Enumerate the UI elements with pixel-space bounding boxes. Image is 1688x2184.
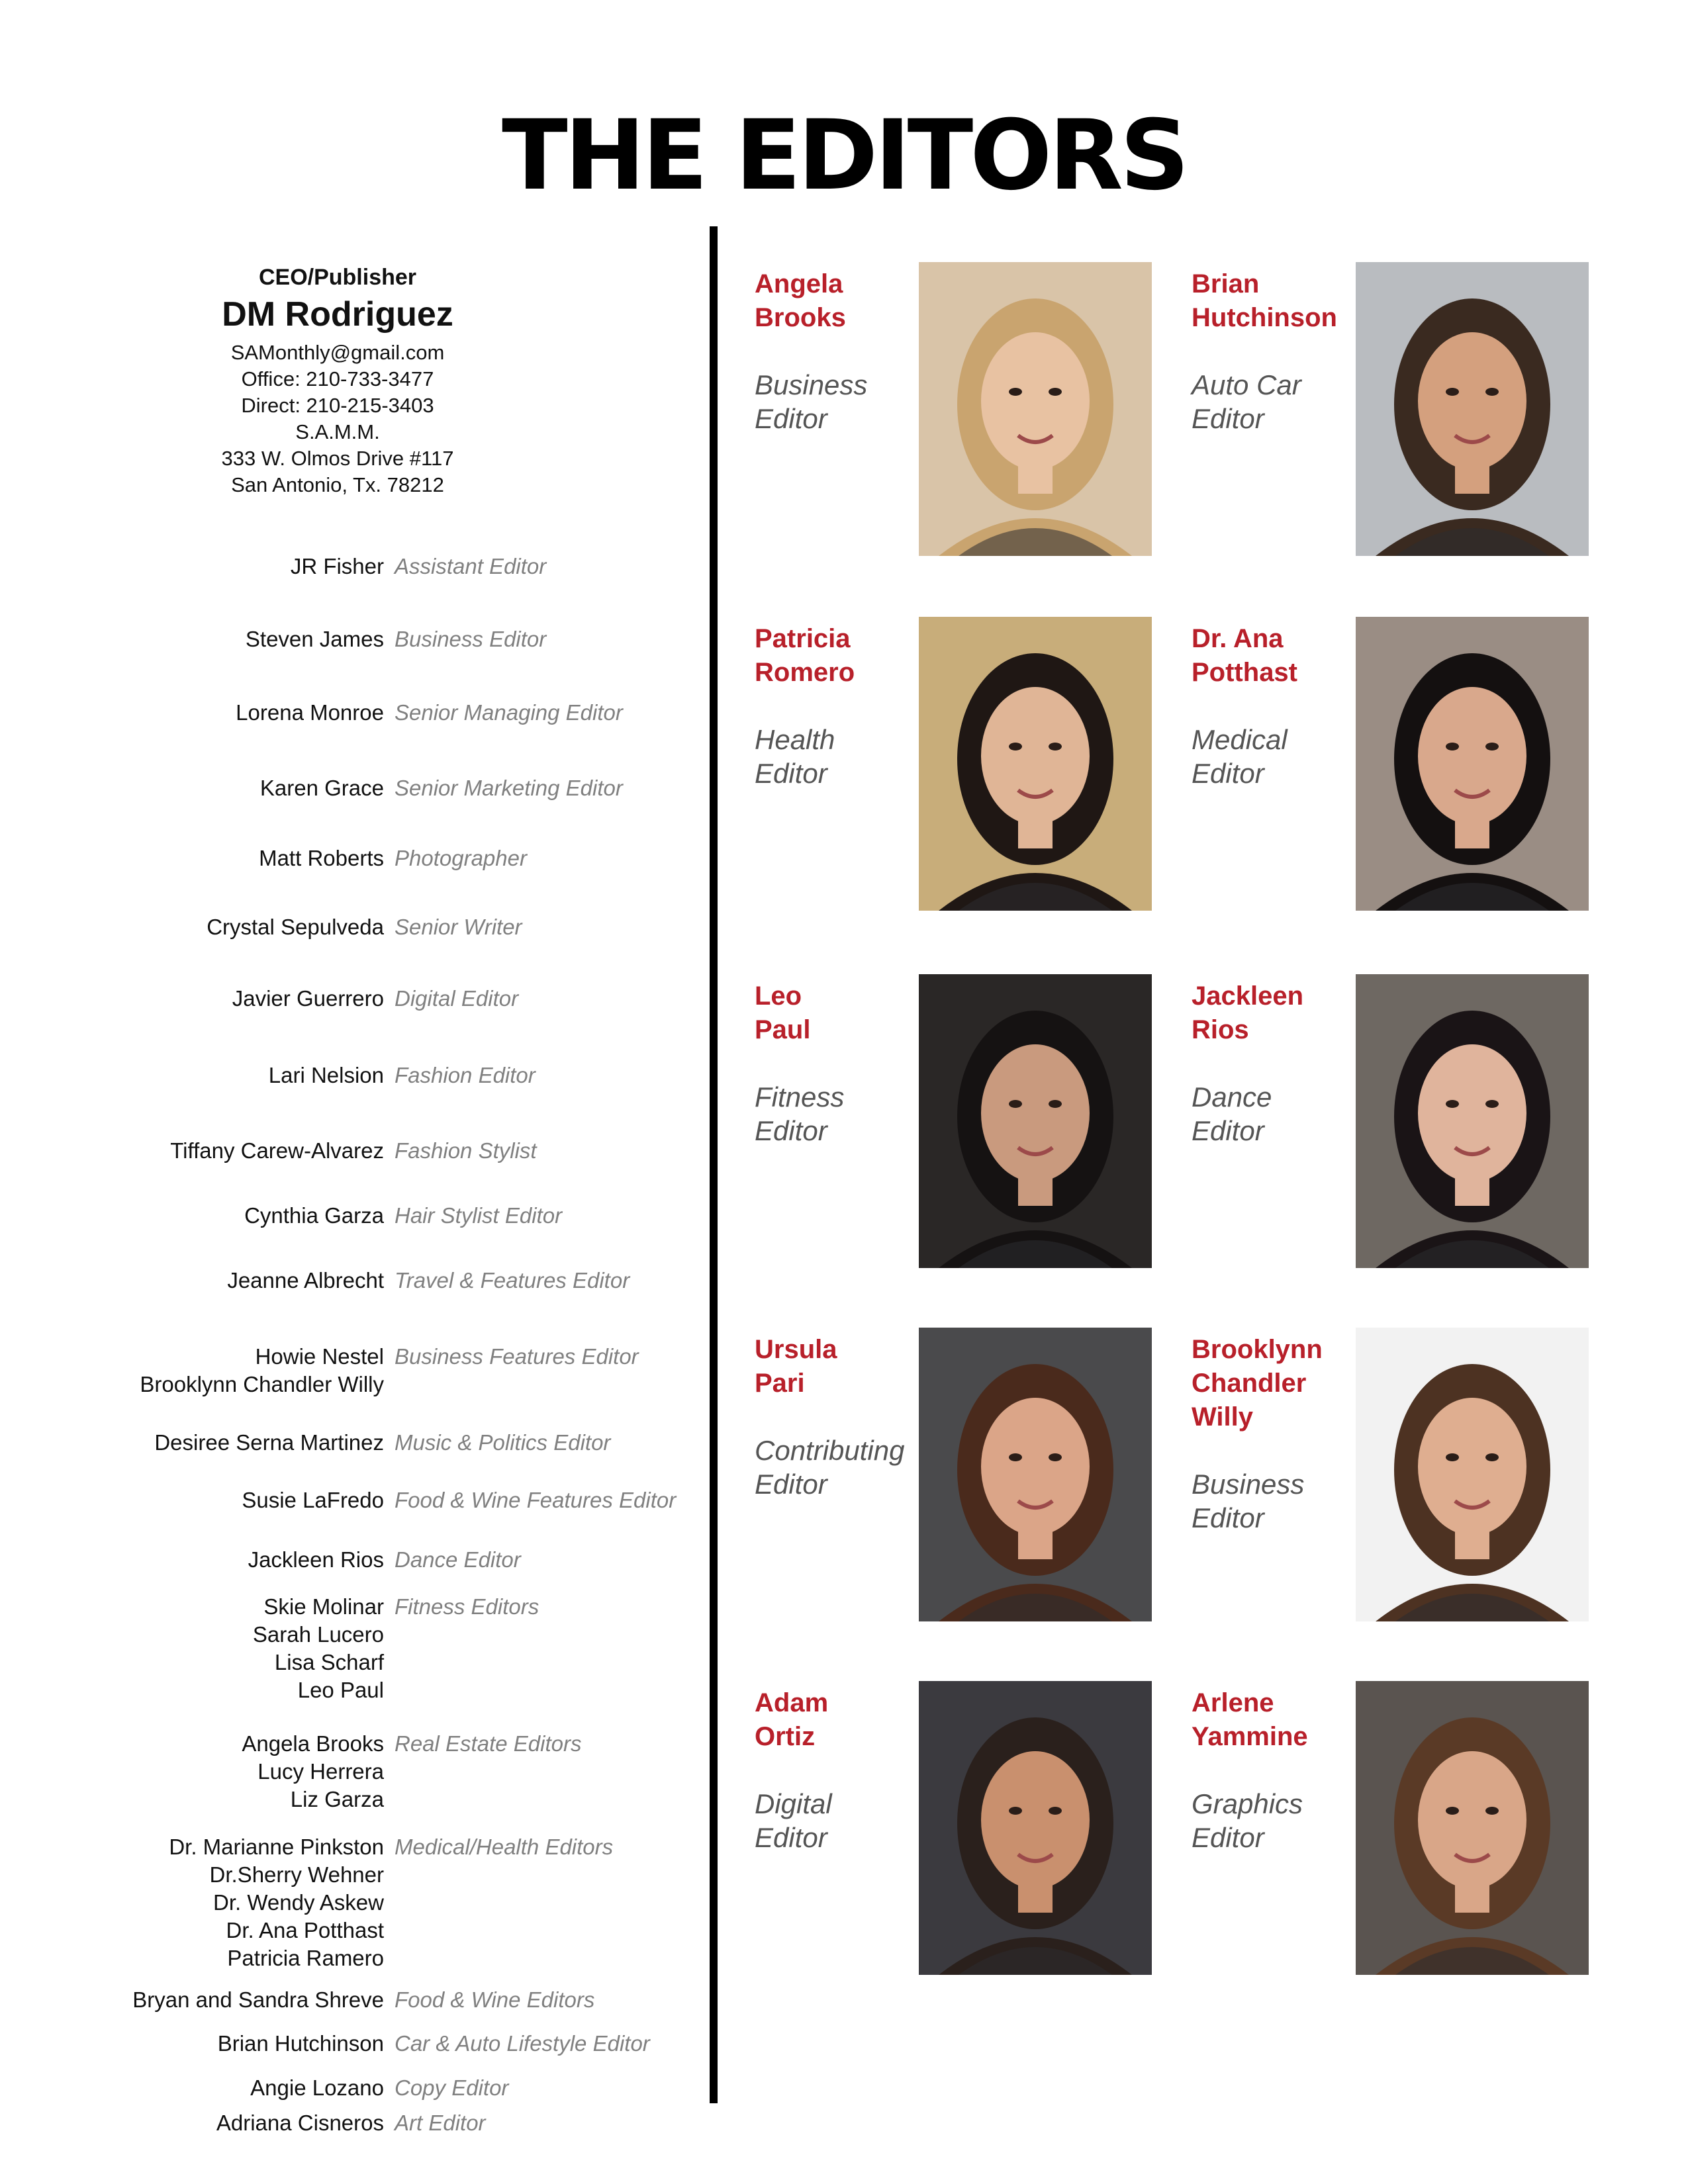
staff-names: [250, 2074, 384, 2102]
featured-editor-title-line: Contributing: [755, 1435, 905, 1466]
featured-editor-title-line: Editor: [1192, 1822, 1264, 1853]
staff-names: [140, 1343, 384, 1398]
portrait-illustration: [1356, 1681, 1589, 1975]
staff-names: [291, 553, 384, 580]
staff-role: Art Editor: [395, 2111, 486, 2135]
publisher-name: DM Rodriguez: [222, 295, 453, 334]
staff-names: [242, 1730, 384, 1813]
featured-editor-name: [1192, 622, 1357, 690]
featured-editor-title: [755, 368, 920, 435]
featured-editor-text: [1192, 979, 1357, 1148]
staff-name: Lari Nelsion: [268, 1063, 384, 1087]
featured-editor-title-line: Editor: [1192, 403, 1264, 434]
featured-editor-text: [755, 1333, 920, 1501]
featured-editor-name-line: Leo: [755, 981, 802, 1011]
featured-editor-name-line: Romero: [755, 658, 855, 687]
portrait-illustration: [1356, 617, 1589, 911]
portrait-illustration: [919, 974, 1152, 1268]
staff-name: Jeanne Albrecht: [227, 1268, 384, 1293]
staff-name: Adriana Cisneros: [216, 2111, 384, 2135]
staff-names: [242, 1486, 384, 1514]
featured-editor-title-line: Editor: [755, 1469, 827, 1500]
staff-row: [66, 2030, 702, 2059]
staff-name: Matt Roberts: [259, 846, 384, 870]
staff-name: Sarah Lucero: [252, 1622, 384, 1647]
staff-names: [253, 1593, 384, 1704]
featured-editor-name-line: Rios: [1192, 1015, 1249, 1044]
featured-editor-name: [1192, 1686, 1357, 1754]
featured-editor-name-line: Pari: [755, 1369, 805, 1398]
portrait-illustration: [919, 1328, 1152, 1621]
featured-editor-title: [755, 1080, 920, 1148]
featured-editor-name-line: Potthast: [1192, 658, 1297, 687]
staff-role: Copy Editor: [395, 2075, 509, 2100]
staff-name: Dr.Sherry Wehner: [209, 1862, 384, 1887]
staff-role: Photographer: [395, 846, 527, 870]
staff-name: Dr. Ana Potthast: [226, 1918, 384, 1942]
staff-role: Medical/Health Editors: [395, 1835, 614, 1859]
staff-names: [269, 1062, 384, 1089]
featured-editor-name: [755, 1333, 920, 1400]
staff-row: [66, 985, 702, 1014]
featured-editor-name-line: Yammine: [1192, 1722, 1308, 1751]
publisher-email: SAMonthly@gmail.com: [230, 341, 445, 364]
editor-photo: [919, 262, 1152, 556]
featured-editor-name-line: Brooks: [755, 303, 846, 332]
editor-photo: [1356, 262, 1589, 556]
featured-editor-name: [755, 1686, 920, 1754]
staff-name: Patricia Ramero: [227, 1946, 384, 1970]
featured-editor-name: [755, 979, 920, 1047]
featured-editor-text: [1192, 1333, 1357, 1535]
staff-row: [66, 1986, 702, 2015]
staff-row: [66, 2109, 702, 2138]
staff-name: Dr. Wendy Askew: [213, 1890, 384, 1915]
staff-name: Leo Paul: [297, 1678, 384, 1702]
staff-names: [216, 2109, 384, 2137]
staff-row: [66, 2074, 702, 2103]
staff-role: Senior Writer: [395, 915, 522, 939]
staff-row: [66, 844, 702, 874]
featured-editor-name-line: Ursula: [755, 1335, 837, 1364]
staff-name: Desiree Serna Martinez: [154, 1430, 384, 1455]
staff-name: Dr. Marianne Pinkston: [169, 1835, 384, 1859]
staff-name: Howie Nestel: [255, 1344, 384, 1369]
publisher-address-line1: 333 W. Olmos Drive #117: [221, 447, 454, 470]
featured-editor-title: [1192, 723, 1357, 790]
staff-row: [66, 625, 702, 655]
featured-editor-name: [755, 267, 920, 335]
staff-row: [66, 1429, 702, 1458]
featured-editor-name-line: Ortiz: [755, 1722, 816, 1751]
staff-role: Senior Managing Editor: [395, 700, 623, 725]
featured-editor-text: [755, 267, 920, 435]
editor-photo: [1356, 617, 1589, 911]
featured-editor-name: [1192, 979, 1357, 1047]
staff-row: [66, 1593, 702, 1702]
staff-names: [244, 1202, 384, 1230]
featured-editor-name: [755, 622, 920, 690]
featured-editor-name-line: Arlene: [1192, 1688, 1274, 1717]
staff-names: [246, 625, 384, 653]
featured-editor-name-line: Chandler: [1192, 1369, 1307, 1398]
featured-editor-title: [1192, 368, 1357, 435]
featured-editor-title-line: Editor: [1192, 1115, 1264, 1146]
staff-names: [218, 2030, 384, 2058]
featured-editor-title-line: Dance: [1192, 1081, 1272, 1113]
featured-editor-title: [1192, 1787, 1357, 1854]
featured-editor-title: [755, 1433, 920, 1501]
featured-editor-title-line: Auto Car: [1192, 369, 1301, 400]
staff-row: [66, 1546, 702, 1575]
staff-row: [66, 1062, 702, 1091]
staff-name: Lisa Scharf: [274, 1650, 384, 1674]
featured-editor-text: [755, 979, 920, 1148]
staff-role: Music & Politics Editor: [395, 1430, 611, 1455]
staff-name: Brian Hutchinson: [217, 2031, 384, 2056]
staff-row: [66, 1833, 702, 1970]
portrait-illustration: [919, 617, 1152, 911]
staff-name: Brooklynn Chandler Willy: [140, 1372, 384, 1396]
featured-editor-name: [1192, 1333, 1357, 1434]
editor-photo: [1356, 1328, 1589, 1621]
staff-name: Angela Brooks: [242, 1731, 384, 1756]
featured-editor-title-line: Editor: [755, 758, 827, 789]
staff-name: Karen Grace: [259, 776, 384, 800]
featured-editor-name-line: Willy: [1192, 1402, 1253, 1432]
editor-photo: [1356, 1681, 1589, 1975]
portrait-illustration: [919, 1681, 1152, 1975]
editor-photo: [919, 1328, 1152, 1621]
featured-editor-name-line: Angela: [755, 269, 843, 298]
staff-name: Lucy Herrera: [258, 1759, 384, 1784]
staff-role: Travel & Features Editor: [395, 1268, 630, 1293]
featured-editor-title-line: Editor: [755, 403, 827, 434]
staff-row: [66, 1267, 702, 1296]
staff-row: [66, 553, 702, 582]
featured-editor-name-line: Dr. Ana: [1192, 624, 1284, 653]
staff-name: Angie Lozano: [250, 2075, 384, 2100]
staff-names: [170, 1137, 384, 1165]
staff-row: [66, 699, 702, 728]
featured-editor-title-line: Editor: [755, 1822, 827, 1853]
staff-role: Fashion Editor: [395, 1063, 536, 1087]
featured-editor-name-line: Paul: [755, 1015, 811, 1044]
staff-names: [260, 774, 384, 802]
staff-role: Food & Wine Features Editor: [395, 1488, 677, 1512]
staff-names: [227, 1267, 384, 1295]
staff-name: Liz Garza: [290, 1787, 384, 1811]
staff-role: Hair Stylist Editor: [395, 1203, 563, 1228]
staff-row: [66, 1730, 702, 1811]
featured-editor-title-line: Fitness: [755, 1081, 845, 1113]
featured-editor-title-line: Editor: [755, 1115, 827, 1146]
publisher-role: CEO/Publisher: [258, 265, 417, 290]
staff-row: [66, 1343, 702, 1396]
featured-editor-text: [755, 1686, 920, 1854]
staff-role: Senior Marketing Editor: [395, 776, 623, 800]
staff-role: Real Estate Editors: [395, 1731, 582, 1756]
editor-photo: [919, 617, 1152, 911]
editor-photo: [919, 1681, 1152, 1975]
featured-editor-name-line: Adam: [755, 1688, 829, 1717]
staff-name: Javier Guerrero: [232, 986, 384, 1011]
staff-row: [66, 913, 702, 942]
staff-row: [66, 774, 702, 803]
featured-editor-text: [1192, 267, 1357, 435]
staff-name: JR Fisher: [290, 554, 384, 578]
featured-editor-name-line: Hutchinson: [1192, 303, 1337, 332]
featured-editor-text: [1192, 1686, 1357, 1854]
featured-editor-name-line: Jackleen: [1192, 981, 1304, 1011]
staff-role: Food & Wine Editors: [395, 1987, 595, 2012]
portrait-illustration: [1356, 1328, 1589, 1621]
featured-editor-title-line: Graphics: [1192, 1788, 1303, 1819]
featured-editor-name: [1192, 267, 1357, 335]
staff-name: Cynthia Garza: [244, 1203, 384, 1228]
featured-editor-title-line: Editor: [1192, 1502, 1264, 1533]
staff-row: [66, 1137, 702, 1166]
staff-name: Steven James: [245, 627, 384, 651]
staff-names: [207, 913, 384, 941]
staff-names: [259, 844, 384, 872]
staff-names: [154, 1429, 384, 1457]
portrait-illustration: [1356, 974, 1589, 1268]
publisher-address-line2: San Antonio, Tx. 78212: [231, 473, 444, 496]
staff-role: Fitness Editors: [395, 1594, 539, 1619]
publisher-contact: [159, 265, 516, 498]
featured-editor-title-line: Editor: [1192, 758, 1264, 789]
featured-editor-name-line: Brian: [1192, 269, 1260, 298]
staff-row: [66, 1202, 702, 1231]
staff-row: [66, 1486, 702, 1516]
staff-role: Digital Editor: [395, 986, 519, 1011]
portrait-illustration: [919, 262, 1152, 556]
staff-names: [236, 699, 384, 727]
featured-editor-title: [1192, 1467, 1357, 1535]
staff-name: Tiffany Carew-Alvarez: [170, 1138, 384, 1163]
page-title: THE EDITORS: [502, 99, 1186, 212]
featured-editor-text: [1192, 622, 1357, 790]
staff-name: Susie LaFredo: [242, 1488, 384, 1512]
featured-editor-text: [755, 622, 920, 790]
staff-names: [232, 985, 384, 1013]
staff-name: Jackleen Rios: [248, 1547, 384, 1572]
staff-name: Crystal Sepulveda: [207, 915, 384, 939]
featured-editor-title: [755, 1787, 920, 1854]
featured-editor-title: [755, 723, 920, 790]
staff-names: [132, 1986, 384, 2014]
featured-editor-title-line: Business: [1192, 1469, 1305, 1500]
staff-role: Car & Auto Lifestyle Editor: [395, 2031, 650, 2056]
staff-name: Lorena Monroe: [236, 700, 384, 725]
featured-editor-title: [1192, 1080, 1357, 1148]
staff-role: Business Features Editor: [395, 1344, 639, 1369]
publisher-org: S.A.M.M.: [295, 420, 380, 443]
staff-names: [169, 1833, 384, 1972]
featured-editor-name-line: Patricia: [755, 624, 851, 653]
featured-editor-title-line: Health: [755, 724, 835, 755]
featured-editor-name-line: Brooklynn: [1192, 1335, 1323, 1364]
staff-role: Dance Editor: [395, 1547, 521, 1572]
portrait-illustration: [1356, 262, 1589, 556]
staff-role: Fashion Stylist: [395, 1138, 537, 1163]
staff-names: [248, 1546, 384, 1574]
staff-role: Assistant Editor: [395, 554, 547, 578]
editor-photo: [919, 974, 1152, 1268]
editor-photo: [1356, 974, 1589, 1268]
column-divider: [710, 226, 718, 2103]
staff-name: Bryan and Sandra Shreve: [132, 1987, 384, 2012]
staff-role: Business Editor: [395, 627, 547, 651]
staff-name: Skie Molinar: [263, 1594, 384, 1619]
featured-editor-title-line: Business: [755, 369, 868, 400]
featured-editor-title-line: Digital: [755, 1788, 832, 1819]
publisher-direct-phone: Direct: 210-215-3403: [241, 394, 434, 417]
publisher-office-phone: Office: 210-733-3477: [241, 367, 434, 390]
featured-editor-title-line: Medical: [1192, 724, 1288, 755]
